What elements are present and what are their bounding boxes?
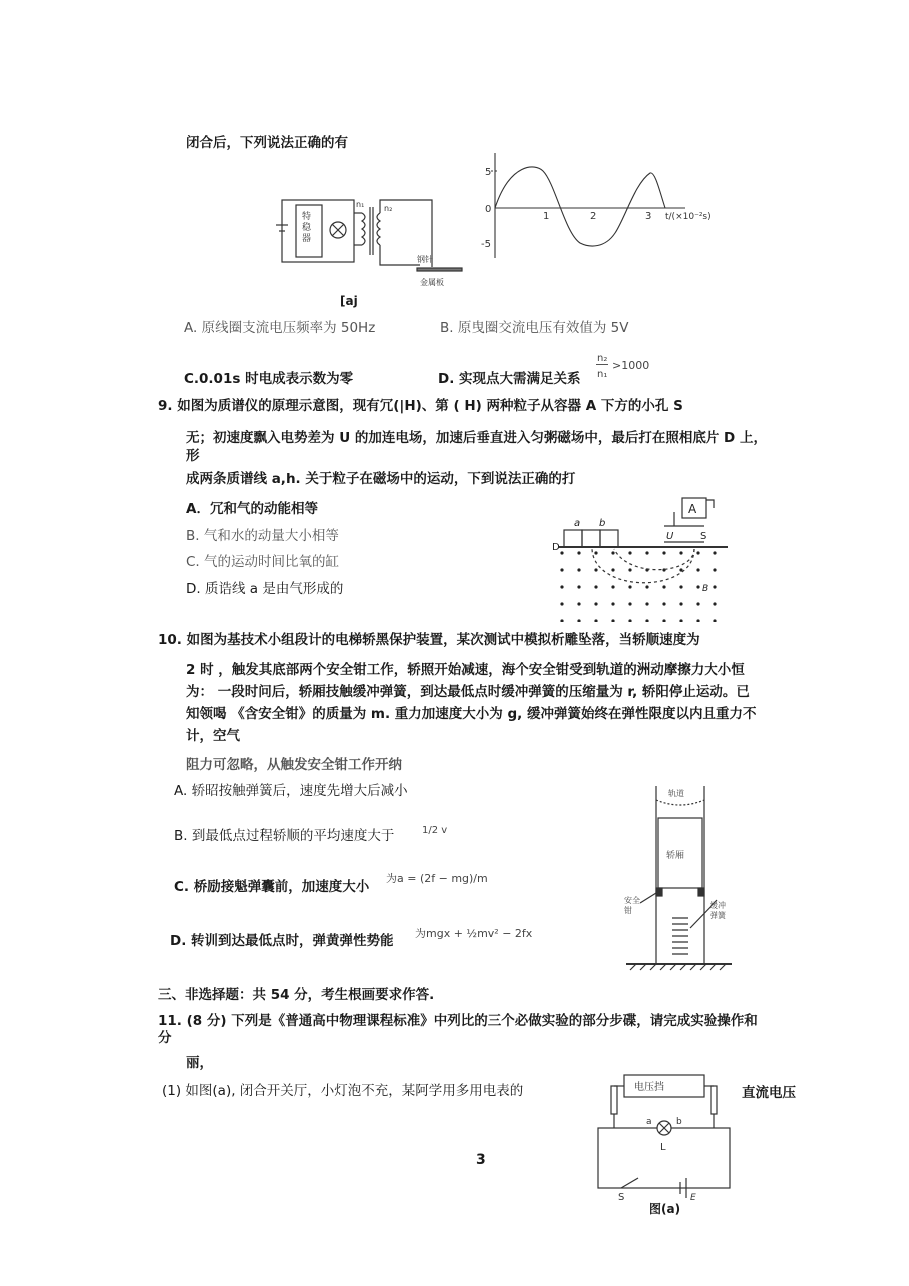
q9-line2b: 形 <box>186 448 200 464</box>
q9-option-a: A．冗和气的动能相等 <box>186 501 318 517</box>
graph-x2: 2 <box>590 211 597 222</box>
q9-option-d: D. 质诰线 a 是由气形成的 <box>186 581 344 597</box>
q11-line1b: 分 <box>158 1030 172 1046</box>
label-E: E <box>690 1193 696 1203</box>
label-voltage-range: 电压挡 <box>634 1082 664 1093</box>
label-car: 轿厢 <box>666 851 685 861</box>
q10-line5: 计，空气 <box>186 728 240 744</box>
graph-y-zero: 0 <box>485 204 492 215</box>
q11-line1: 11. (8 分) 下列是《普通高中物理课程标准》中列比的三个必做实验的部分步碟，请完成实验操作和 <box>158 1013 758 1029</box>
q9-line1: 9. 如图为质谱仪的原理示意图，现有冗(|H)、第 ( H) 两种粒子从容器 A 下方的小孔 S <box>158 398 683 414</box>
section3-heading: 三、非选择题：共 54 分，考生根画要求作答. <box>158 987 435 1003</box>
label-clamp: 安全钳 <box>624 896 640 915</box>
label-a-point: a <box>646 1117 652 1127</box>
q8-option-d-formula-rhs: >1000 <box>612 359 650 372</box>
circuit-plate-label: 金属板 <box>420 278 444 287</box>
q10-line1: 10. 如图为基技术小组段计的电梯轿黑保护装置，某次测试中模拟析雕坠落，当轿顺速度为 <box>158 632 700 648</box>
q10-option-d-formula: 为mgx + ½mv² − 2fx <box>415 927 533 940</box>
q10-elevator-figure <box>622 778 737 978</box>
label-b-point: b <box>676 1117 682 1127</box>
circuit-n2-label: n₂ <box>384 204 393 213</box>
q10-line3: 为： 一段时问后，轿厢技触缓冲弹簧，到达最低点时缓冲弹簧的压缩量为 r, 轿阳停止运动。已 <box>186 684 750 700</box>
label-D: D <box>552 542 560 553</box>
q9-mass-spectrometer-figure <box>554 494 734 624</box>
label-U: U <box>666 531 674 542</box>
graph-x1: 1 <box>543 211 550 222</box>
page-number: 3 <box>476 1152 486 1168</box>
q11-figure-caption: 图(a) <box>649 1202 681 1216</box>
q10-option-b: B. 到最低点过程轿顺的平均速度大于 <box>174 828 395 844</box>
label-a: a <box>574 518 581 529</box>
fraction-bar <box>596 364 608 365</box>
q11-line2: 丽， <box>186 1055 213 1071</box>
q11-circuit-figure <box>596 1072 726 1202</box>
q9-line3: 成两条质谱线 a,h. 关于粒子在磁场中的运动，下到说法正确的打 <box>186 471 576 487</box>
graph-x3: 3 <box>645 211 652 222</box>
q10-line4: 知领喝 《含安全钳》的质量为 m. 重力加速度大小为 g, 缓冲弹簧始终在弹性限度以内且重力不 <box>186 706 757 722</box>
q8-intro: 闭合后，下列说法正确的有 <box>186 135 348 151</box>
q11-part1: (1) 如图(a), 闭合开关厅，小灯泡不充，某阿学用多用电表的 <box>162 1083 524 1099</box>
q8-sine-graph <box>481 153 730 263</box>
label-B: B <box>702 584 709 594</box>
q9-line2: 无；初速度飘入电势差为 U 的加连电场，加速后垂直进入匀粥磁场中，最后打在照相底片 D 上， <box>186 430 767 446</box>
graph-y-bottom: -5 <box>481 239 491 250</box>
circuit-box-label: 特稳器 <box>302 212 312 244</box>
q8-option-c: C.0.01s 时电成表示数为零 <box>184 371 354 387</box>
circuit-n1-label: n₁ <box>356 200 365 209</box>
sine-curve <box>495 167 665 246</box>
label-spring: 缓冲弹簧 <box>710 901 726 920</box>
q9-option-c: C. 气的运动时间比氧的缸 <box>186 554 340 570</box>
q10-option-c-formula: 为a = (2f − mg)/m <box>386 872 488 885</box>
q10-line6: 阻力可忽略，从触发安全钳工作开纳 <box>186 757 402 773</box>
q10-line2: 2 时 ，触发其底部两个安全钳工作，轿照开始减速，海个安全钳受到轨道的洲动摩擦力大小恒 <box>186 662 745 678</box>
circuit-needle-label: 钢针 <box>417 255 433 264</box>
q8-fig-caption: [aj <box>340 294 358 308</box>
q10-option-a: A. 轿昭按触弹簧后，速度先增大后减小 <box>174 783 408 799</box>
label-S-switch: S <box>618 1192 625 1203</box>
label-rail: 轨道 <box>668 789 684 798</box>
q8-option-d-formula-top: n₂ <box>597 353 608 364</box>
q8-option-d: D. 实现点大需满足关系 <box>438 371 581 387</box>
label-A: A <box>688 502 697 516</box>
q8-option-b: B. 原曳圈交流电压有效值为 5V <box>440 320 629 336</box>
q9-option-b: B. 气和水的动量大小相等 <box>186 528 339 544</box>
graph-y-top: 5 <box>485 167 492 178</box>
q10-option-c: C. 桥励接魁弹囊前，加速度大小 <box>174 879 370 895</box>
label-S: S <box>700 531 707 542</box>
q10-option-d: D. 转训到达最低点时，弹黄弹性势能 <box>170 933 394 949</box>
q8-circuit-figure <box>272 185 467 290</box>
q10-option-b-formula: 1/2 v <box>422 825 448 836</box>
q8-option-d-formula-bottom: n₁ <box>597 369 608 380</box>
q8-option-a: A. 原线圈支流电压频率为 50Hz <box>184 320 376 336</box>
label-L: L <box>660 1142 666 1153</box>
graph-x-unit: t/(×10⁻²s) <box>665 212 711 222</box>
label-b: b <box>599 518 606 529</box>
q11-part1-tail: 直流电压 <box>742 1085 796 1101</box>
